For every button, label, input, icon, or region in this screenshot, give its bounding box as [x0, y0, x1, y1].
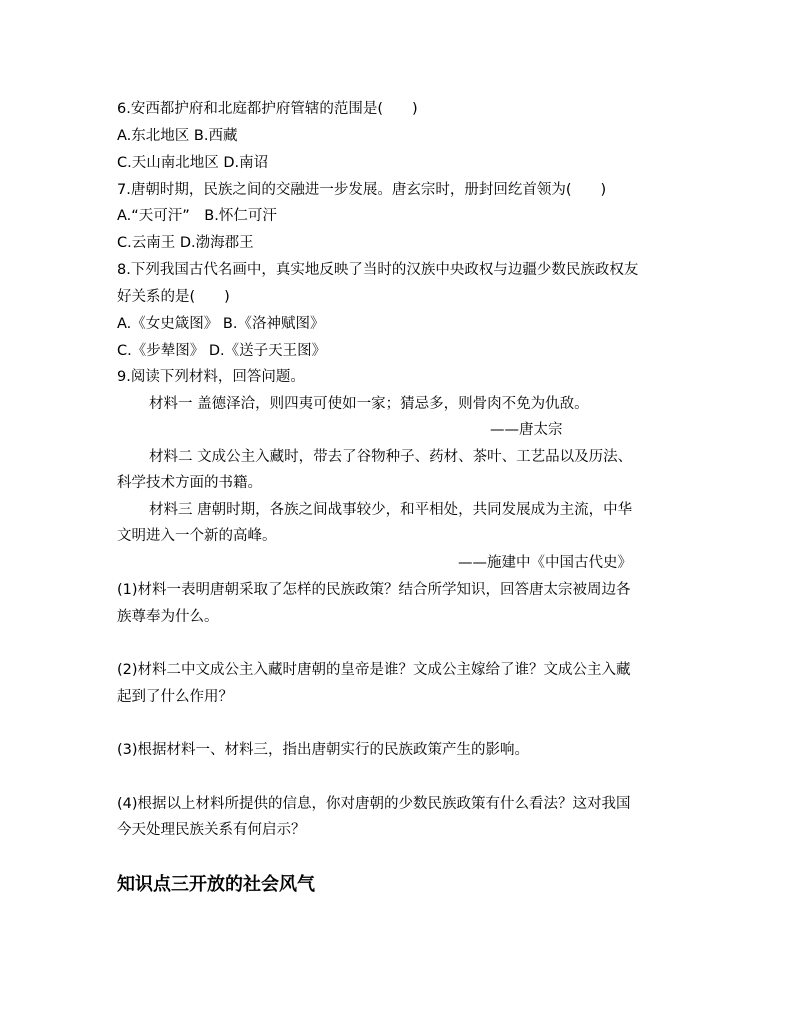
q9-sub2-line1: (2)材料二中文成公主入藏时唐朝的皇帝是谁？文成公主嫁给了谁？文成公主入藏 [117, 662, 631, 678]
q8-stem-line1: 8.下列我国古代名画中，真实地反映了当时的汉族中央政权与边疆少数民族政权友 [117, 262, 639, 278]
q9-material1-source: ——唐太宗 [490, 422, 563, 438]
q9-material3-line2: 文明进入一个新的高峰。 [117, 528, 277, 544]
q7-stem: 7.唐朝时期，民族之间的交融进一步发展。唐玄宗时，册封回纥首领为( ) [117, 182, 607, 198]
q8-options-ab: A.《女史箴图》 B.《洛神赋图》 [117, 316, 325, 332]
q9-material3-line1: 材料三 唐朝时期，各族之间战事较少，和平相处，共同发展成为主流，中华 [149, 502, 633, 518]
q9-sub4-line1: (4)根据以上材料所提供的信息，你对唐朝的少数民族政策有什么看法？这对我国 [117, 796, 631, 812]
q9-sub1-line2: 族尊奉为什么。 [117, 609, 219, 625]
q9-material2-line2: 科学技术方面的书籍。 [117, 475, 262, 491]
section-heading: 知识点三开放的社会风气 [117, 874, 315, 895]
q6-options-ab: A.东北地区 B.西藏 [117, 128, 238, 144]
q7-options-cd: C.云南王 D.渤海郡王 [117, 235, 254, 251]
q7-options-ab: A.“天可汗” B.怀仁可汗 [117, 208, 277, 224]
q9-sub3: (3)根据材料一、材料三，指出唐朝实行的民族政策产生的影响。 [117, 742, 530, 758]
q9-sub1-line1: (1)材料一表明唐朝采取了怎样的民族政策？结合所学知识，回答唐太宗被周边各 [117, 582, 631, 598]
q6-stem: 6.安西都护府和北庭都护府管辖的范围是( ) [117, 101, 418, 117]
q9-material3-source: ——施建中《中国古代史》 [458, 555, 632, 571]
q9-material1: 材料一 盖德泽洽，则四夷可使如一家；猜忌多，则骨肉不免为仇敌。 [149, 396, 589, 412]
q6-options-cd: C.天山南北地区 D.南诏 [117, 155, 269, 171]
q8-stem-line2: 好关系的是( ) [117, 289, 230, 305]
q9-sub4-line2: 今天处理民族关系有何启示？ [117, 822, 306, 838]
q9-material2-line1: 材料二 文成公主入藏时，带去了谷物种子、药材、茶叶、工艺品以及历法、 [149, 449, 633, 465]
q9-sub2-line2: 起到了什么作用？ [117, 689, 233, 705]
q9-stem: 9.阅读下列材料，回答问题。 [117, 369, 305, 385]
q8-options-cd: C.《步辇图》 D.《送子天王图》 [117, 343, 327, 359]
